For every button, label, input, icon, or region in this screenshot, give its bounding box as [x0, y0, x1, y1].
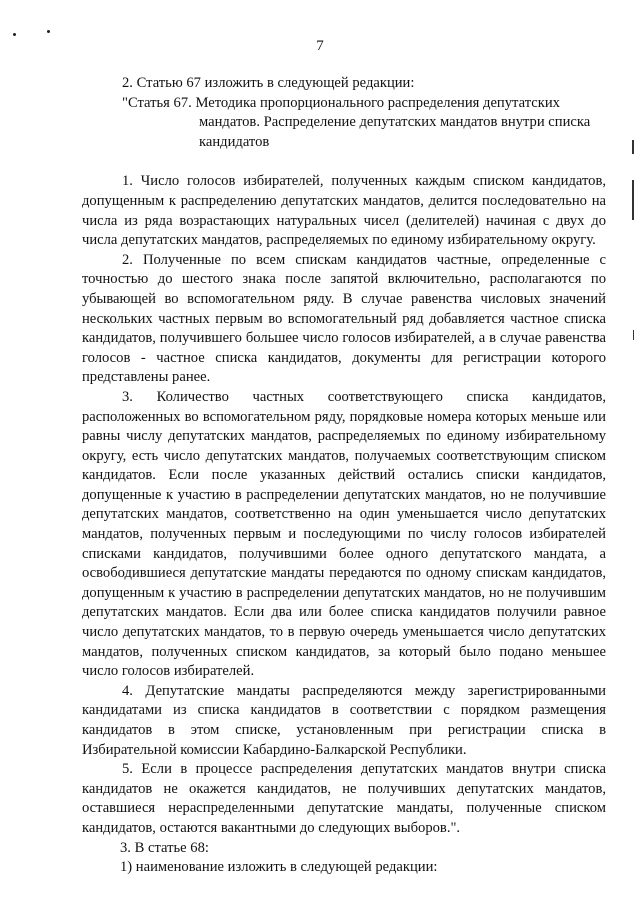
document-body [82, 74, 606, 878]
scan-edge-mark [633, 330, 634, 340]
article-paragraph-1: 1. Число голосов избирателей, полученных каждым списком кандидатов, допущенным к распределению депутатских мандатов, делится последовательно на числа из ряда возрастающих натуральных чисел (делителей) начиная с двух до числа депутатских мандатов, распределяемых по единому избирательному округу. [82, 173, 606, 249]
article-paragraph-3: 3. Количество частных соответствующего списка кандидатов, расположенных во вспомогательном ряду, порядковые номера которых меньше или равны числу депутатских мандатов, распределяемых по единому избирательному округу, есть число депутатских мандатов, получаемых соответствующим списком кандидатов. Если после указанных действий остались списки кандидатов, допущенные к участию в распределении депутатских мандатов, но не получившие депутатских мандатов, соответственно на один уменьшается число депутатских мандатов, полученных первым и последующими по числу голосов избирателей списками кандидатов, получившими более одного депутатского мандата, а освободившиеся депутатские мандаты передаются по одному спискам кандидатов, допущенным к участию в распределении депутатских мандатов, но не получившим депутатских мандатов. Если два или более списка кандидатов получили равное число депутатских мандатов, то в первую очередь уменьшается число депутатских мандатов, полученных списком кандидатов, за который было подано меньшее число голосов избирателей. [82, 388, 606, 680]
article-title-continuation: мандатов. Распределение депутатских мандатов внутри списка кандидатов [199, 114, 591, 150]
amendment-item-3-sub-1: 1) наименование изложить в следующей редакции: [120, 859, 438, 876]
scan-speck [13, 33, 16, 36]
spacer [82, 152, 606, 172]
amendment-item-2: 2. Статью 67 изложить в следующей редакции: [122, 75, 415, 91]
amendment-item-3: 3. В статье 68: [120, 839, 209, 856]
article-paragraph-4: 4. Депутатские мандаты распределяются между зарегистрированными кандидатами из списка кандидатов в соответствии с порядком размещения кандидатов в этом списке, установленным при регистрации списка в Избирательной комиссии Кабардино-Балкарской Республики. [82, 682, 606, 758]
article-paragraph-2: 2. Полученные по всем спискам кандидатов частные, определенные с точностью до шестого знака после запятой включительно, располагаются по убывающей во вспомогательном ряду. В случае равенства числовых значений нескольких частных первым во вспомогательный ряд добавляется частное списка кандидатов, получившего большее число голосов избирателей, а в случае равенства голосов - частное списка кандидатов, документы для регистрации которого представлены ранее. [82, 251, 606, 386]
scan-edge-mark [632, 140, 634, 154]
article-title [82, 94, 606, 153]
scan-edge-mark [632, 180, 634, 220]
article-paragraph-5: 5. Если в процессе распределения депутатских мандатов внутри списка кандидатов не окажется кандидатов, не получивших депутатских мандатов, оставшиеся нераспределенными депутатские мандаты, полученные списком кандидатов, остаются вакантными до следующих выборов.". [82, 761, 606, 836]
page-number: 7 [316, 38, 324, 54]
article-title-line-1: "Статья 67. Методика пропорционального распределения депутатских [122, 94, 560, 111]
scan-speck [47, 30, 50, 33]
